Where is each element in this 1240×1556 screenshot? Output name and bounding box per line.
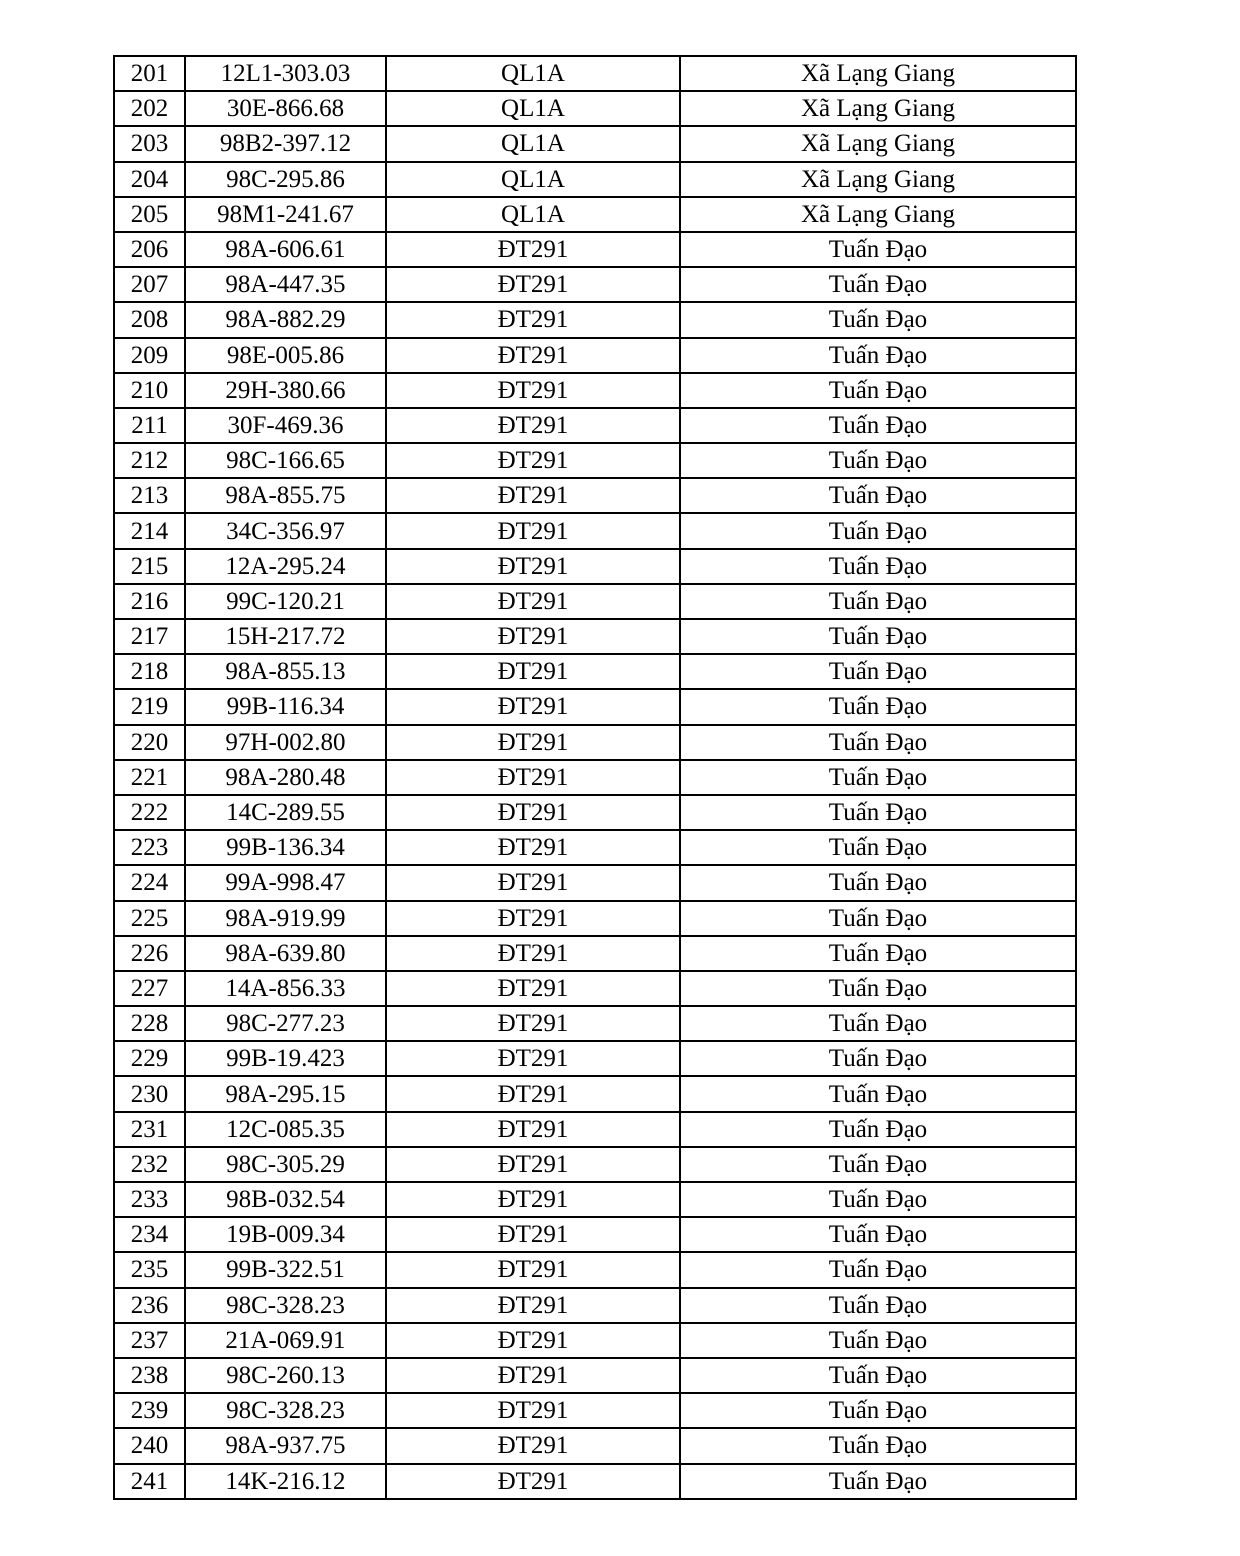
license-plate-cell: 98A-280.48	[185, 760, 386, 795]
location-cell: Tuấn Đạo	[680, 513, 1076, 548]
location-cell: Tuấn Đạo	[680, 1428, 1076, 1463]
road-cell: ĐT291	[386, 1182, 680, 1217]
table-row	[114, 619, 1076, 654]
row-number-cell: 206	[114, 232, 185, 267]
license-plate-cell: 98A-855.75	[185, 478, 386, 513]
row-number-cell: 213	[114, 478, 185, 513]
table-row	[114, 338, 1076, 373]
road-cell: ĐT291	[386, 760, 680, 795]
license-plate-cell: 98C-260.13	[185, 1358, 386, 1393]
location-cell: Tuấn Đạo	[680, 1393, 1076, 1428]
row-number-cell: 210	[114, 373, 185, 408]
table-row	[114, 373, 1076, 408]
row-number-cell: 241	[114, 1464, 185, 1499]
location-cell: Xã Lạng Giang	[680, 56, 1076, 91]
license-plate-cell: 99A-998.47	[185, 865, 386, 900]
location-cell: Xã Lạng Giang	[680, 91, 1076, 126]
location-cell: Tuấn Đạo	[680, 1182, 1076, 1217]
road-cell: ĐT291	[386, 408, 680, 443]
row-number-cell: 232	[114, 1147, 185, 1182]
license-plate-cell: 21A-069.91	[185, 1323, 386, 1358]
location-cell: Tuấn Đạo	[680, 338, 1076, 373]
row-number-cell: 226	[114, 936, 185, 971]
table-row	[114, 1006, 1076, 1041]
row-number-cell: 239	[114, 1393, 185, 1428]
table-row	[114, 267, 1076, 302]
road-cell: ĐT291	[386, 1393, 680, 1428]
table-row	[114, 936, 1076, 971]
row-number-cell: 214	[114, 513, 185, 548]
license-plate-cell: 98A-295.15	[185, 1076, 386, 1111]
road-cell: ĐT291	[386, 654, 680, 689]
road-cell: ĐT291	[386, 689, 680, 724]
license-plate-cell: 98C-305.29	[185, 1147, 386, 1182]
location-cell: Tuấn Đạo	[680, 1288, 1076, 1323]
location-cell: Tuấn Đạo	[680, 267, 1076, 302]
row-number-cell: 207	[114, 267, 185, 302]
row-number-cell: 224	[114, 865, 185, 900]
row-number-cell: 204	[114, 162, 185, 197]
road-cell: ĐT291	[386, 1428, 680, 1463]
row-number-cell: 230	[114, 1076, 185, 1111]
road-cell: ĐT291	[386, 549, 680, 584]
table-row	[114, 760, 1076, 795]
location-cell: Xã Lạng Giang	[680, 162, 1076, 197]
location-cell: Tuấn Đạo	[680, 1252, 1076, 1287]
row-number-cell: 223	[114, 830, 185, 865]
road-cell: ĐT291	[386, 584, 680, 619]
row-number-cell: 202	[114, 91, 185, 126]
row-number-cell: 201	[114, 56, 185, 91]
row-number-cell: 227	[114, 971, 185, 1006]
row-number-cell: 221	[114, 760, 185, 795]
table-row	[114, 1393, 1076, 1428]
license-plate-cell: 98A-447.35	[185, 267, 386, 302]
table-row	[114, 126, 1076, 161]
license-plate-cell: 98C-328.23	[185, 1288, 386, 1323]
row-number-cell: 220	[114, 725, 185, 760]
road-cell: ĐT291	[386, 478, 680, 513]
road-cell: ĐT291	[386, 1217, 680, 1252]
row-number-cell: 234	[114, 1217, 185, 1252]
location-cell: Tuấn Đạo	[680, 760, 1076, 795]
table-row	[114, 232, 1076, 267]
license-plate-cell: 98A-882.29	[185, 302, 386, 337]
license-plate-cell: 14K-216.12	[185, 1464, 386, 1499]
location-cell: Tuấn Đạo	[680, 1323, 1076, 1358]
road-cell: ĐT291	[386, 1147, 680, 1182]
road-cell: ĐT291	[386, 1323, 680, 1358]
location-cell: Tuấn Đạo	[680, 1147, 1076, 1182]
road-cell: ĐT291	[386, 302, 680, 337]
location-cell: Tuấn Đạo	[680, 725, 1076, 760]
road-cell: ĐT291	[386, 1006, 680, 1041]
license-plate-cell: 30F-469.36	[185, 408, 386, 443]
road-cell: ĐT291	[386, 443, 680, 478]
location-cell: Tuấn Đạo	[680, 971, 1076, 1006]
license-plate-cell: 12C-085.35	[185, 1112, 386, 1147]
license-plate-cell: 98A-606.61	[185, 232, 386, 267]
table-row	[114, 901, 1076, 936]
location-cell: Tuấn Đạo	[680, 443, 1076, 478]
location-cell: Tuấn Đạo	[680, 795, 1076, 830]
road-cell: ĐT291	[386, 1464, 680, 1499]
table-row	[114, 971, 1076, 1006]
location-cell: Tuấn Đạo	[680, 619, 1076, 654]
road-cell: ĐT291	[386, 267, 680, 302]
road-cell: ĐT291	[386, 513, 680, 548]
license-plate-cell: 99B-322.51	[185, 1252, 386, 1287]
license-plate-cell: 98C-277.23	[185, 1006, 386, 1041]
row-number-cell: 212	[114, 443, 185, 478]
table-row	[114, 1217, 1076, 1252]
table-row	[114, 865, 1076, 900]
location-cell: Tuấn Đạo	[680, 1217, 1076, 1252]
license-plate-cell: 12L1-303.03	[185, 56, 386, 91]
location-cell: Tuấn Đạo	[680, 1358, 1076, 1393]
road-cell: QL1A	[386, 162, 680, 197]
location-cell: Tuấn Đạo	[680, 302, 1076, 337]
table-row	[114, 1464, 1076, 1499]
license-plate-cell: 98M1-241.67	[185, 197, 386, 232]
table-row	[114, 1252, 1076, 1287]
road-cell: ĐT291	[386, 1041, 680, 1076]
road-cell: ĐT291	[386, 1358, 680, 1393]
table-row	[114, 1076, 1076, 1111]
license-plate-cell: 30E-866.68	[185, 91, 386, 126]
row-number-cell: 238	[114, 1358, 185, 1393]
location-cell: Tuấn Đạo	[680, 373, 1076, 408]
license-plate-cell: 98A-855.13	[185, 654, 386, 689]
table-row	[114, 1182, 1076, 1217]
table-row	[114, 1112, 1076, 1147]
license-plate-cell: 98E-005.86	[185, 338, 386, 373]
road-cell: QL1A	[386, 91, 680, 126]
table-row	[114, 162, 1076, 197]
road-cell: ĐT291	[386, 725, 680, 760]
row-number-cell: 215	[114, 549, 185, 584]
road-cell: ĐT291	[386, 1076, 680, 1111]
license-plate-cell: 98A-937.75	[185, 1428, 386, 1463]
table-row	[114, 549, 1076, 584]
table-row	[114, 654, 1076, 689]
table-row	[114, 584, 1076, 619]
road-cell: QL1A	[386, 126, 680, 161]
row-number-cell: 231	[114, 1112, 185, 1147]
table-row	[114, 1288, 1076, 1323]
license-plate-cell: 14A-856.33	[185, 971, 386, 1006]
row-number-cell: 216	[114, 584, 185, 619]
license-plate-cell: 34C-356.97	[185, 513, 386, 548]
row-number-cell: 240	[114, 1428, 185, 1463]
road-cell: ĐT291	[386, 1112, 680, 1147]
license-plate-cell: 15H-217.72	[185, 619, 386, 654]
road-cell: ĐT291	[386, 901, 680, 936]
license-plate-cell: 19B-009.34	[185, 1217, 386, 1252]
table-row	[114, 513, 1076, 548]
license-plate-cell: 99B-116.34	[185, 689, 386, 724]
road-cell: ĐT291	[386, 830, 680, 865]
table-row	[114, 1147, 1076, 1182]
row-number-cell: 217	[114, 619, 185, 654]
license-plate-cell: 99C-120.21	[185, 584, 386, 619]
row-number-cell: 211	[114, 408, 185, 443]
license-plate-cell: 12A-295.24	[185, 549, 386, 584]
road-cell: ĐT291	[386, 373, 680, 408]
location-cell: Tuấn Đạo	[680, 584, 1076, 619]
location-cell: Xã Lạng Giang	[680, 126, 1076, 161]
table-row	[114, 302, 1076, 337]
row-number-cell: 203	[114, 126, 185, 161]
row-number-cell: 229	[114, 1041, 185, 1076]
location-cell: Tuấn Đạo	[680, 1464, 1076, 1499]
license-plate-cell: 98B-032.54	[185, 1182, 386, 1217]
table-row	[114, 725, 1076, 760]
road-cell: ĐT291	[386, 1288, 680, 1323]
table-row	[114, 1041, 1076, 1076]
location-cell: Tuấn Đạo	[680, 865, 1076, 900]
location-cell: Tuấn Đạo	[680, 1076, 1076, 1111]
license-plate-cell: 98C-295.86	[185, 162, 386, 197]
row-number-cell: 236	[114, 1288, 185, 1323]
location-cell: Tuấn Đạo	[680, 232, 1076, 267]
table-row	[114, 197, 1076, 232]
road-cell: ĐT291	[386, 936, 680, 971]
vehicle-table	[113, 55, 1077, 1500]
location-cell: Tuấn Đạo	[680, 830, 1076, 865]
road-cell: ĐT291	[386, 232, 680, 267]
road-cell: ĐT291	[386, 865, 680, 900]
location-cell: Tuấn Đạo	[680, 901, 1076, 936]
row-number-cell: 209	[114, 338, 185, 373]
table-row	[114, 56, 1076, 91]
row-number-cell: 235	[114, 1252, 185, 1287]
table-body	[114, 56, 1076, 1499]
location-cell: Tuấn Đạo	[680, 936, 1076, 971]
table-row	[114, 795, 1076, 830]
table-row	[114, 1428, 1076, 1463]
license-plate-cell: 98B2-397.12	[185, 126, 386, 161]
road-cell: QL1A	[386, 197, 680, 232]
table-row	[114, 91, 1076, 126]
license-plate-cell: 98C-328.23	[185, 1393, 386, 1428]
table-row	[114, 689, 1076, 724]
row-number-cell: 233	[114, 1182, 185, 1217]
location-cell: Tuấn Đạo	[680, 408, 1076, 443]
road-cell: ĐT291	[386, 1252, 680, 1287]
road-cell: QL1A	[386, 56, 680, 91]
road-cell: ĐT291	[386, 338, 680, 373]
location-cell: Tuấn Đạo	[680, 1006, 1076, 1041]
location-cell: Tuấn Đạo	[680, 1041, 1076, 1076]
table-row	[114, 1358, 1076, 1393]
location-cell: Xã Lạng Giang	[680, 197, 1076, 232]
license-plate-cell: 98A-639.80	[185, 936, 386, 971]
license-plate-cell: 98A-919.99	[185, 901, 386, 936]
location-cell: Tuấn Đạo	[680, 478, 1076, 513]
license-plate-cell: 99B-136.34	[185, 830, 386, 865]
row-number-cell: 237	[114, 1323, 185, 1358]
location-cell: Tuấn Đạo	[680, 689, 1076, 724]
road-cell: ĐT291	[386, 971, 680, 1006]
table-row	[114, 1323, 1076, 1358]
table-row	[114, 830, 1076, 865]
row-number-cell: 228	[114, 1006, 185, 1041]
location-cell: Tuấn Đạo	[680, 654, 1076, 689]
table-row	[114, 443, 1076, 478]
row-number-cell: 222	[114, 795, 185, 830]
location-cell: Tuấn Đạo	[680, 1112, 1076, 1147]
license-plate-cell: 97H-002.80	[185, 725, 386, 760]
row-number-cell: 205	[114, 197, 185, 232]
road-cell: ĐT291	[386, 619, 680, 654]
row-number-cell: 225	[114, 901, 185, 936]
row-number-cell: 219	[114, 689, 185, 724]
license-plate-cell: 14C-289.55	[185, 795, 386, 830]
table-row	[114, 408, 1076, 443]
license-plate-cell: 29H-380.66	[185, 373, 386, 408]
license-plate-cell: 98C-166.65	[185, 443, 386, 478]
table-row	[114, 478, 1076, 513]
location-cell: Tuấn Đạo	[680, 549, 1076, 584]
row-number-cell: 208	[114, 302, 185, 337]
road-cell: ĐT291	[386, 795, 680, 830]
license-plate-cell: 99B-19.423	[185, 1041, 386, 1076]
row-number-cell: 218	[114, 654, 185, 689]
